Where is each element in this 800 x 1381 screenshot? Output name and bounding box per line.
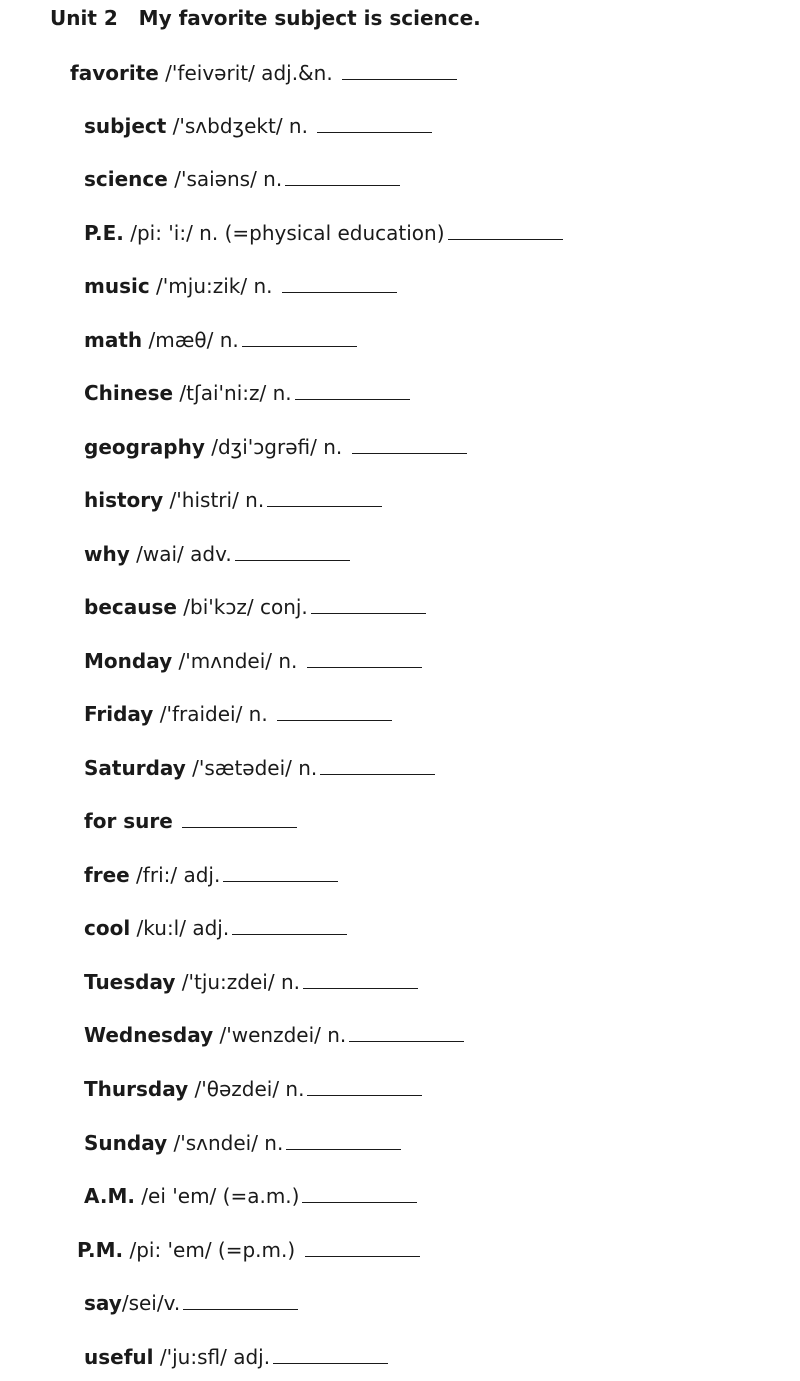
vocab-definition: /'saiəns/ n. xyxy=(167,167,283,191)
vocab-word: P.M. xyxy=(77,1238,124,1262)
vocab-entry-monday xyxy=(84,647,422,675)
vocab-definition: /ku:l/ adj. xyxy=(130,916,230,940)
answer-blank[interactable] xyxy=(267,488,382,507)
vocab-entry-free xyxy=(84,861,338,889)
vocab-definition: /pi: 'em/ (=p.m.) xyxy=(123,1238,302,1262)
vocab-word: Thursday xyxy=(84,1077,189,1101)
answer-blank[interactable] xyxy=(448,221,563,240)
answer-blank[interactable] xyxy=(305,1238,420,1257)
answer-blank[interactable] xyxy=(286,1131,401,1150)
vocab-definition: /'sætədei/ n. xyxy=(185,756,318,780)
answer-blank[interactable] xyxy=(242,328,357,347)
vocab-definition: /mæθ/ n. xyxy=(142,328,239,352)
answer-blank[interactable] xyxy=(183,1291,298,1310)
vocab-definition: /'mʌndei/ n. xyxy=(172,649,304,673)
vocab-word: for sure xyxy=(84,809,173,833)
vocab-definition: /tʃai'ni:z/ n. xyxy=(173,381,292,405)
answer-blank[interactable] xyxy=(295,381,410,400)
vocab-entry-history xyxy=(84,486,382,514)
vocab-definition: /'ju:sfl/ adj. xyxy=(153,1345,271,1369)
vocab-word: because xyxy=(84,595,177,619)
vocab-entry-am xyxy=(84,1182,417,1210)
vocab-word: geography xyxy=(84,435,205,459)
answer-blank[interactable] xyxy=(342,61,457,80)
answer-blank[interactable] xyxy=(317,114,432,133)
vocab-word: A.M. xyxy=(84,1184,135,1208)
vocab-definition: /sei/v. xyxy=(121,1291,181,1315)
vocab-word: Sunday xyxy=(84,1131,168,1155)
vocab-entry-why xyxy=(84,540,350,568)
answer-blank[interactable] xyxy=(303,970,418,989)
vocab-word: Friday xyxy=(84,702,154,726)
vocab-definition: /'θəzdei/ n. xyxy=(188,1077,305,1101)
vocab-definition: /'mju:zik/ n. xyxy=(149,274,279,298)
answer-blank[interactable] xyxy=(285,167,400,186)
vocab-word: science xyxy=(84,167,168,191)
answer-blank[interactable] xyxy=(277,702,392,721)
vocab-definition: /'fraidei/ n. xyxy=(153,702,275,726)
vocab-entry-wednesday xyxy=(84,1021,464,1049)
vocab-entry-science xyxy=(84,165,400,193)
vocab-entry-geography xyxy=(84,433,467,461)
answer-blank[interactable] xyxy=(320,756,435,775)
vocab-definition: /ei 'em/ (=a.m.) xyxy=(134,1184,300,1208)
vocab-definition: /'histri/ n. xyxy=(163,488,265,512)
answer-blank[interactable] xyxy=(182,809,297,828)
vocab-word: subject xyxy=(84,114,167,138)
vocab-entry-favorite xyxy=(70,59,457,87)
vocab-definition: /'feivərit/ adj.&n. xyxy=(158,61,340,85)
answer-blank[interactable] xyxy=(282,274,397,293)
vocab-definition: /pi: 'i:/ n. (=physical education) xyxy=(123,221,445,245)
vocab-entry-cool xyxy=(84,914,347,942)
vocab-word: Saturday xyxy=(84,756,186,780)
vocab-entry-subject xyxy=(84,112,432,140)
vocab-definition: /dʒi'ɔgrəfi/ n. xyxy=(204,435,349,459)
vocab-entry-because xyxy=(84,593,426,621)
vocab-definition: /'sʌndei/ n. xyxy=(167,1131,284,1155)
vocab-entry-say xyxy=(84,1289,298,1317)
vocab-entry-friday xyxy=(84,700,392,728)
answer-blank[interactable] xyxy=(223,863,338,882)
vocab-entry-pm xyxy=(77,1236,420,1264)
vocab-entry-math xyxy=(84,326,357,354)
vocab-word: music xyxy=(84,274,150,298)
vocab-word: history xyxy=(84,488,164,512)
vocab-entry-music xyxy=(84,272,397,300)
answer-blank[interactable] xyxy=(307,649,422,668)
vocab-word: cool xyxy=(84,916,131,940)
vocab-entry-for-sure xyxy=(84,807,297,835)
vocab-definition: /'wenzdei/ n. xyxy=(213,1023,347,1047)
vocab-entry-tuesday xyxy=(84,968,418,996)
vocab-word: say xyxy=(84,1291,122,1315)
vocab-entry-pe xyxy=(84,219,563,247)
vocab-word: Wednesday xyxy=(84,1023,214,1047)
vocab-word: Monday xyxy=(84,649,173,673)
answer-blank[interactable] xyxy=(232,916,347,935)
vocab-word: math xyxy=(84,328,143,352)
vocab-definition: /fri:/ adj. xyxy=(129,863,221,887)
vocab-word: why xyxy=(84,542,130,566)
vocab-word: favorite xyxy=(70,61,159,85)
vocab-entry-chinese xyxy=(84,379,410,407)
vocab-entry-saturday xyxy=(84,754,435,782)
vocab-word: P.E. xyxy=(84,221,124,245)
vocab-word: useful xyxy=(84,1345,154,1369)
answer-blank[interactable] xyxy=(311,595,426,614)
answer-blank[interactable] xyxy=(349,1023,464,1042)
vocab-entry-useful xyxy=(84,1343,388,1371)
vocab-word: Tuesday xyxy=(84,970,176,994)
vocab-definition xyxy=(173,809,179,833)
vocab-entry-thursday xyxy=(84,1075,422,1103)
answer-blank[interactable] xyxy=(235,542,350,561)
answer-blank[interactable] xyxy=(352,435,467,454)
unit-title: Unit 2 My favorite subject is science. xyxy=(50,6,481,30)
answer-blank[interactable] xyxy=(302,1184,417,1203)
vocab-word: free xyxy=(84,863,130,887)
vocab-definition: /wai/ adv. xyxy=(129,542,232,566)
vocab-entry-sunday xyxy=(84,1129,401,1157)
vocab-definition: /bi'kɔz/ conj. xyxy=(176,595,308,619)
answer-blank[interactable] xyxy=(307,1077,422,1096)
vocab-definition: /'sʌbdʒekt/ n. xyxy=(166,114,315,138)
vocab-definition: /'tju:zdei/ n. xyxy=(175,970,300,994)
answer-blank[interactable] xyxy=(273,1345,388,1364)
vocab-word: Chinese xyxy=(84,381,174,405)
